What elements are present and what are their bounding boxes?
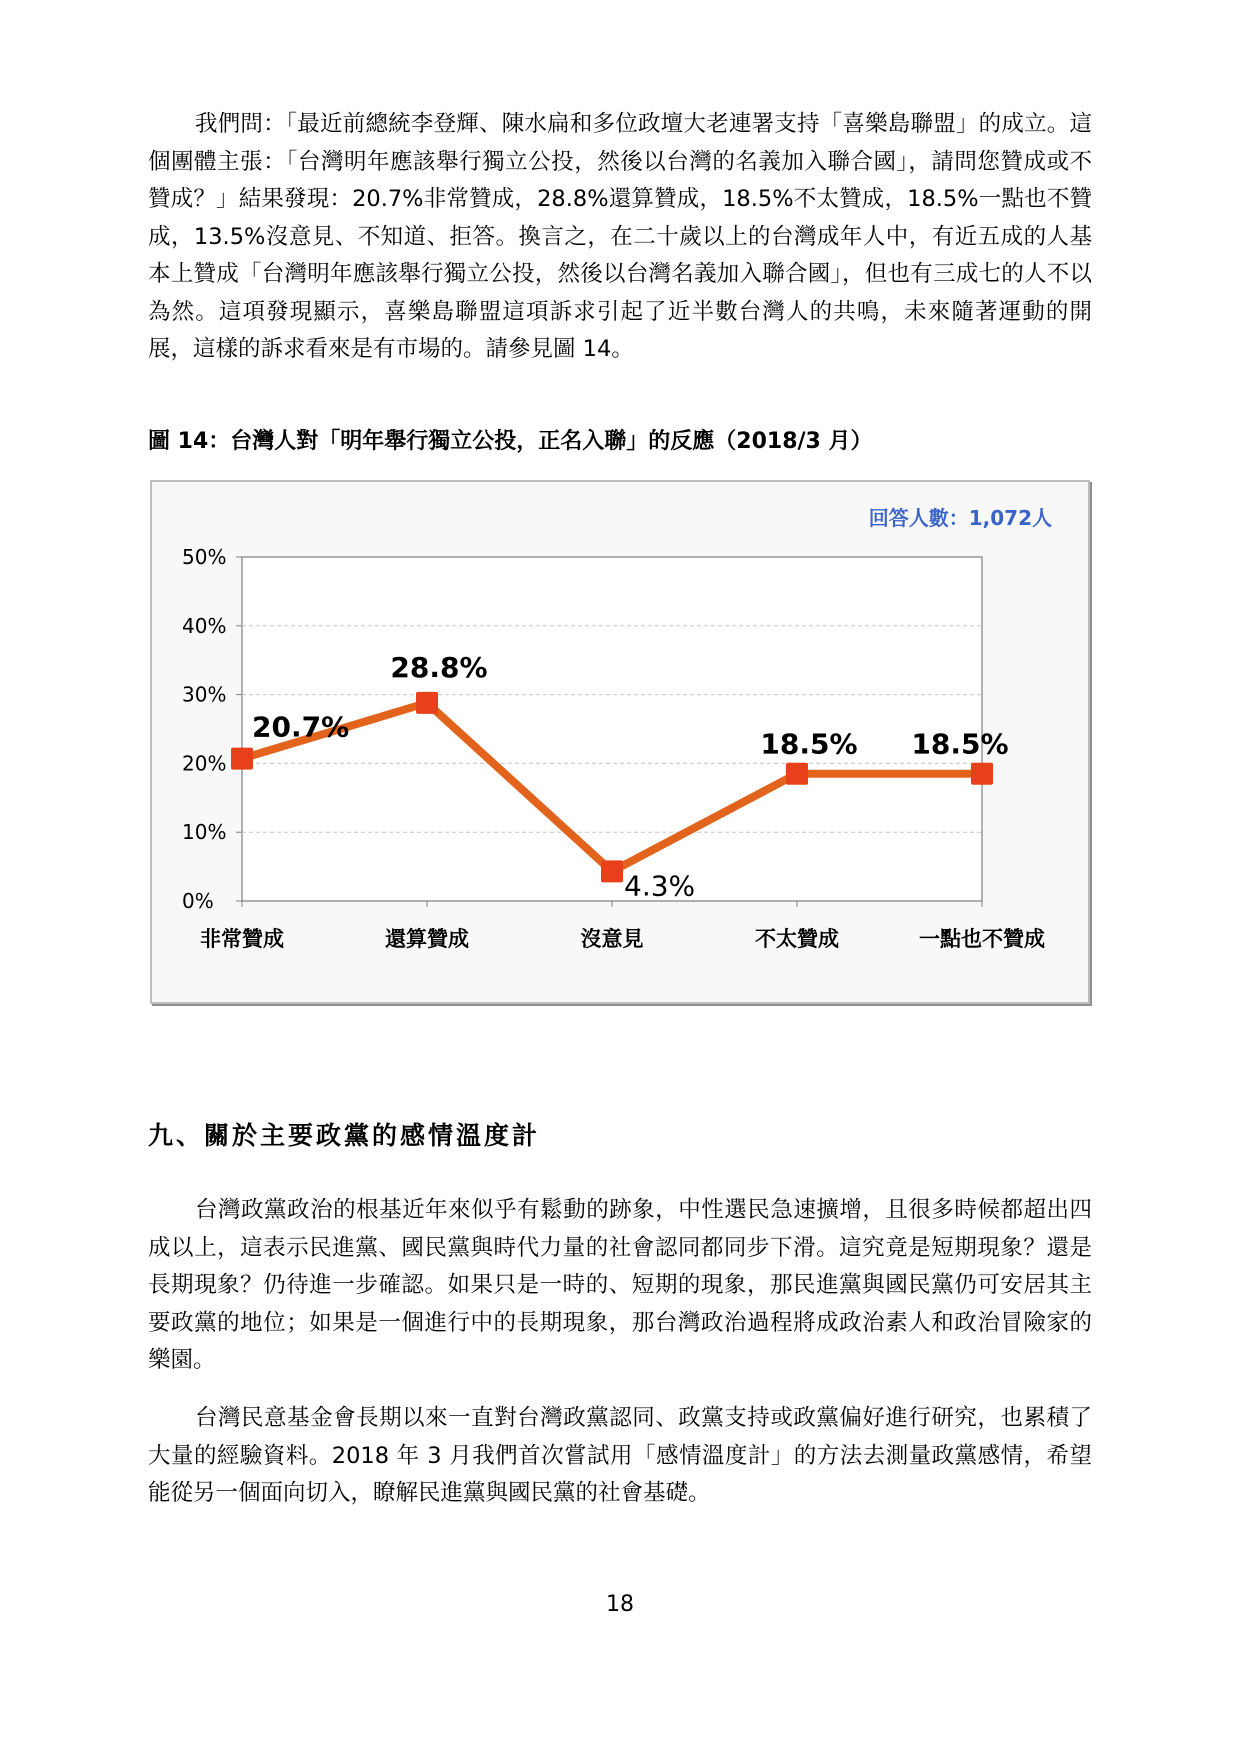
data-label: 20.7% — [252, 710, 350, 744]
data-point-marker — [231, 748, 253, 770]
category-label: 一點也不贊成 — [919, 927, 1045, 951]
data-point-marker — [416, 692, 438, 714]
data-label: 18.5% — [911, 727, 1009, 761]
line-chart — [150, 480, 1090, 1004]
y-tick-label: 10% — [182, 820, 227, 845]
y-tick-label: 20% — [182, 751, 227, 776]
data-point-marker — [786, 763, 808, 785]
category-label: 沒意見 — [580, 927, 644, 951]
figure-caption: 圖 14：台灣人對「明年舉行獨立公投，正名入聯」的反應（2018/3 月） — [148, 429, 873, 454]
paragraph-feeling-thermometer: 台灣民意基金會長期以來一直對台灣政黨認同、政黨支持或政黨偏好進行研究，也累積了大量的經驗資料。2018 年 3 月我們首次嘗試用「感情溫度計」的方法去測量政黨感情，希望能從另一個面向切入，瞭解民進黨與國民黨的社會基礎。 — [148, 1405, 1092, 1506]
paragraph-survey-result: 我們問：「最近前總統李登輝、陳水扁和多位政壇大老連署支持「喜樂島聯盟」的成立。這個團體主張：「台灣明年應該舉行獨立公投，然後以台灣的名義加入聯合國」，請問您贊成或不贊成？」結果發現：20.7%非常贊成，28.8%還算贊成，18.5%不太贊成，18.5%一點也不贊成，13.5%沒意見、不知道、拒答。換言之，在二十歲以上的台灣成年人中，有近五成的人基本上贊成「台灣明年應該舉行獨立公投，然後以台灣名義加入聯合國」，但也有三成七的人不以為然。這項發現顯示，喜樂島聯盟這項訴求引起了近半數台灣人的共鳴，未來隨著運動的開展，這樣的訴求看來是有市場的。請參見圖 14。 — [148, 111, 1092, 362]
section-title: 九、關於主要政黨的感情溫度計 — [148, 1121, 541, 1150]
category-label: 非常贊成 — [200, 927, 284, 951]
category-label: 還算贊成 — [385, 927, 469, 951]
paragraph-party-politics: 台灣政黨政治的根基近年來似乎有鬆動的跡象，中性選民急速擴增，且很多時候都超出四成以上，這表示民進黨、國民黨與時代力量的社會認同都同步下滑。這究竟是短期現象？還是長期現象？仍待進一步確認。如果只是一時的、短期的現象，那民進黨與國民黨仍可安居其主要政黨的地位；如果是一個進行中的長期現象，那台灣政治過程將成政治素人和政治冒險家的樂園。 — [148, 1197, 1092, 1373]
y-tick-label: 50% — [182, 545, 227, 569]
respondents-annotation: 回答人數：1,072人 — [868, 506, 1052, 530]
y-tick-label: 30% — [182, 682, 227, 707]
data-label: 28.8% — [390, 650, 488, 684]
data-label: 4.3% — [624, 869, 696, 903]
data-point-marker — [971, 763, 993, 785]
category-label: 不太贊成 — [755, 927, 839, 951]
data-label: 18.5% — [760, 727, 858, 761]
y-tick-label: 40% — [182, 613, 227, 638]
y-tick-label: 0% — [182, 889, 214, 913]
data-point-marker — [601, 860, 623, 882]
page-number: 18 — [606, 1592, 634, 1617]
